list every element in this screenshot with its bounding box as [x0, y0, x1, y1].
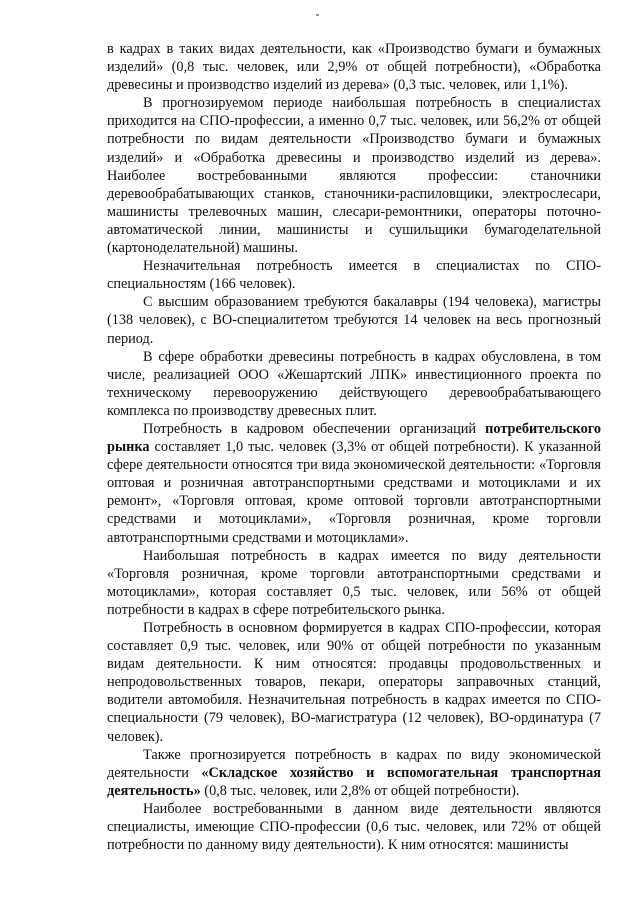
bold-text: «Складское хозяйство и вспомогательная транспортная деятельность» [107, 764, 601, 799]
page-scan-mark [316, 14, 319, 16]
paragraph [107, 257, 601, 293]
paragraph-text: Незначительная потребность имеется в специалистах по СПО-специальностям (166 человек). [107, 258, 601, 293]
paragraph-text: Потребность в основном формируется в кадрах СПО-профессии, которая составляет 0,9 тыс. человек, или 90% от общей потребности по указанным видам деятельности. К ним относятся: продавцы продовольственных и непродовольственных товаров, пекари, операторы заправочных станций, водители автомобиля. Незначительная потребность в кадрах имеется по СПО-специальности (79 человек), ВО-магистратура (12 человек), ВО-ординатура (7 человек). [107, 620, 601, 745]
paragraph [107, 40, 601, 94]
paragraph-text: Наиболее востребованными в данном виде деятельности являются специалисты, имеющие СПО-профессии (0,6 тыс. человек, или 72% от общей потребности по данному виду деятельности). К ним относятся: машинисты [107, 800, 601, 854]
paragraph-text: в кадрах в таких видах деятельности, как «Производство бумаги и бумажных изделий» (0,8 тыс. человек, или 2,9% от общей потребности), «Обработка древесины и производство изделий из дерева» (0,3 тыс. человек, или 1,1%). [107, 41, 601, 94]
paragraph-text: В сфере обработки древесины потребность в кадрах обусловлена, в том числе, реализацией ООО «Жешартский ЛПК» инвестиционного проекта по техническому перевооружению действующего деревообрабатывающего комплекса по производству древесных плит. [107, 348, 601, 419]
paragraph [107, 800, 601, 854]
paragraph [107, 420, 601, 547]
paragraph-text: С высшим образованием требуются бакалавры (194 человека), магистры (138 человек), с ВО-специалитетом требуются 14 человек на весь прогнозный период. [107, 294, 601, 347]
paragraph [107, 348, 601, 420]
paragraph [107, 547, 601, 619]
paragraph-text: Также прогнозируется потребность в кадрах по виду экономической деятельности [107, 746, 601, 781]
bold-text: потребительского рынка [107, 420, 601, 456]
document-body [107, 40, 601, 854]
paragraph-text: Наибольшая потребность в кадрах имеется по виду деятельности «Торговля розничная, кроме торговли автотранспортными средствами и мотоциклами», которая составляет 0,5 тыс. человек, или 56% от общей потребности в кадрах в сфере потребительского рынка. [107, 547, 601, 618]
paragraph [107, 94, 601, 257]
paragraph [107, 619, 601, 746]
paragraph-text: Потребность в кадровом обеспечении организаций [143, 420, 486, 437]
paragraph [107, 293, 601, 347]
paragraph-text: составляет 1,0 тыс. человек (3,3% от общей потребности). К указанной сфере деятельности относятся три вида экономической деятельности: «Торговля оптовая и розничная автотранспортными средствами и мотоциклами и их ремонт», «Торговля оптовая, кроме оптовой торговли автотранспортными средствами и мотоциклами», «Торговля розничная, кроме торговли автотранспортными средствами и мотоциклами». [107, 439, 601, 546]
paragraph-text: (0,8 тыс. человек, или 2,8% от общей потребности). [200, 782, 520, 799]
paragraph [107, 746, 601, 800]
paragraph-text: В прогнозируемом периоде наибольшая потребность в специалистах приходится на СПО-профессии, а именно 0,7 тыс. человек, или 56,2% от общей потребности по видам деятельности «Производство бумаги и бумажных изделий» и «Обработка древесины и производство изделий из дерева». Наиболее востребованными являются профессии: станочники деревообрабатывающих станков, станочники-распиловщики, электрослесари, машинисты трелевочных машин, слесари-ремонтники, операторы поточно-автоматической линии, машинисты и сушильщики бумагоделательной (картоноделательной) машины. [107, 95, 601, 257]
